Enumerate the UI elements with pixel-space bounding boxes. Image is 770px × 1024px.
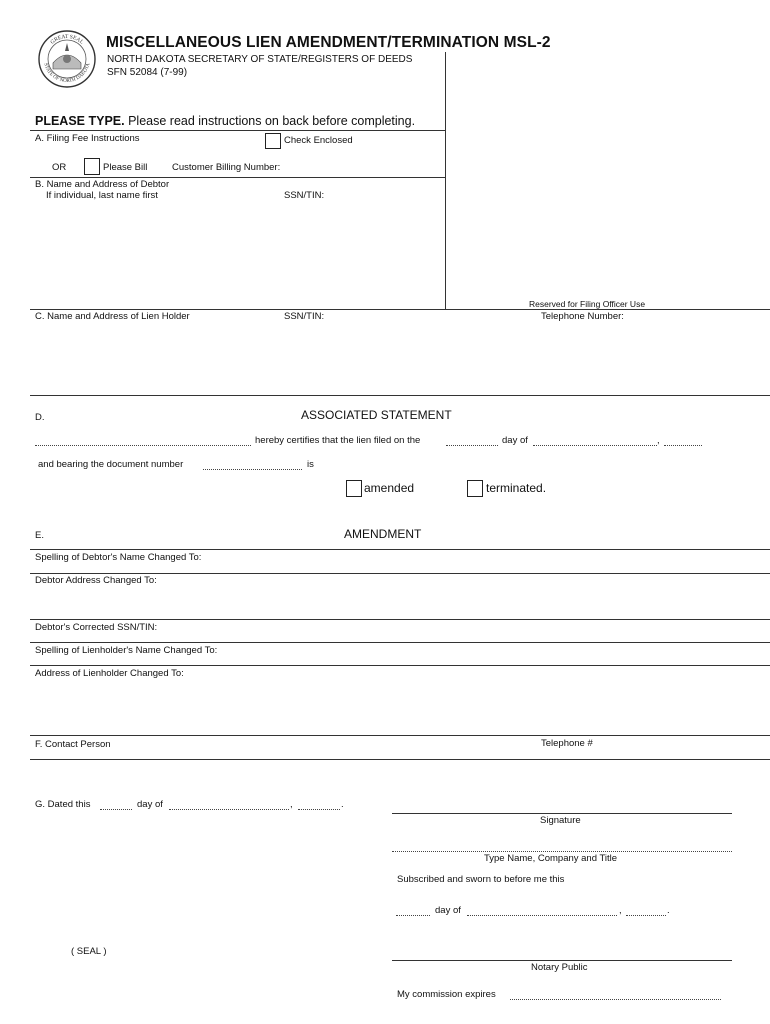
dated-day-of-text: day of [137,799,163,810]
lienholder-telephone-label: Telephone Number: [541,311,624,322]
dated-comma: , [290,799,293,810]
agency-name: NORTH DAKOTA SECRETARY OF STATE/REGISTERS OF DEEDS [107,54,413,65]
commission-label: My commission expires [397,989,496,1000]
lienholder-name-changed-label: Spelling of Lienholder's Name Changed To: [35,645,218,656]
dated-day-line[interactable] [100,809,132,810]
billing-number-label: Customer Billing Number: [172,162,281,173]
certifier-name-line[interactable] [35,445,251,446]
month-line[interactable] [533,445,657,446]
amended-checkbox[interactable] [346,480,362,497]
notary-line[interactable] [392,960,732,961]
type-name-label: Type Name, Company and Title [484,853,618,864]
check-enclosed-label: Check Enclosed [284,135,353,146]
dated-this-text: G. Dated this [35,799,91,810]
debtor-ssn-corrected-label: Debtor's Corrected SSN/TIN: [35,622,158,633]
terminated-label: terminated. [486,481,547,495]
please-bill-label: Please Bill [103,162,148,173]
sworn-day-line[interactable] [396,915,430,916]
year-line[interactable] [664,445,702,446]
lienholder-address-changed-label: Address of Lienholder Changed To: [35,668,184,679]
signature-label: Signature [540,815,581,826]
contact-person-label: F. Contact Person [35,739,111,750]
certifies-text: hereby certifies that the lien filed on the [255,435,421,446]
lienholder-ssn-label: SSN/TIN: [284,311,325,322]
contact-telephone-label: Telephone # [541,738,593,749]
seal-placeholder: ( SEAL ) [71,946,107,957]
sworn-day-of-text: day of [435,905,461,916]
section-c-label: C. Name and Address of Lien Holder [35,311,190,322]
section-b-sublabel: If individual, last name first [46,190,158,201]
seal-bottom-text: STATE OF NORTH DAKOTA [42,62,92,85]
notary-label: Notary Public [531,962,588,973]
dated-period: . [341,799,344,810]
commission-expires-line[interactable] [510,999,721,1000]
form-number: SFN 52084 (7-99) [107,67,188,78]
section-e-label: E. [35,530,44,541]
sworn-period: . [667,905,670,916]
reserved-label: Reserved for Filing Officer Use [529,299,646,309]
instructions [35,114,415,128]
dated-month-line[interactable] [169,809,289,810]
section-a-label: A. Filing Fee Instructions [35,133,140,144]
signature-line[interactable] [392,813,732,814]
debtor-address-changed-label: Debtor Address Changed To: [35,575,157,586]
subscribed-text: Subscribed and sworn to before me this [397,874,565,885]
or-label: OR [52,162,67,173]
amended-label: amended [364,481,415,495]
sworn-month-line[interactable] [467,915,617,916]
instructions-strong: PLEASE TYPE. [35,114,125,128]
day-of-text: day of [502,435,528,446]
type-name-line[interactable] [392,851,732,852]
instructions-rest: Please read instructions on back before completing. [128,114,416,128]
sworn-year-line[interactable] [626,915,666,916]
check-enclosed-checkbox[interactable] [265,133,281,149]
dated-year-line[interactable] [298,809,340,810]
please-bill-checkbox[interactable] [84,158,100,175]
document-number-line[interactable] [203,469,302,470]
terminated-checkbox[interactable] [467,480,483,497]
sworn-comma: , [619,905,622,916]
seal-top-text: GREAT SEAL [49,33,85,46]
state-seal [37,29,97,89]
section-b-label: B. Name and Address of Debtor [35,179,170,190]
amendment-heading: AMENDMENT [344,527,422,541]
date-comma: , [657,435,660,446]
form-title: MISCELLANEOUS LIEN AMENDMENT/TERMINATION MSL-2 [106,34,551,51]
bearing-text: and bearing the document number [38,459,184,470]
associated-statement-heading: ASSOCIATED STATEMENT [301,408,452,422]
filed-on-line[interactable] [446,445,498,446]
debtor-name-changed-label: Spelling of Debtor's Name Changed To: [35,552,202,563]
is-text: is [307,459,314,470]
debtor-ssn-label: SSN/TIN: [284,190,325,201]
section-d-label: D. [35,412,45,423]
